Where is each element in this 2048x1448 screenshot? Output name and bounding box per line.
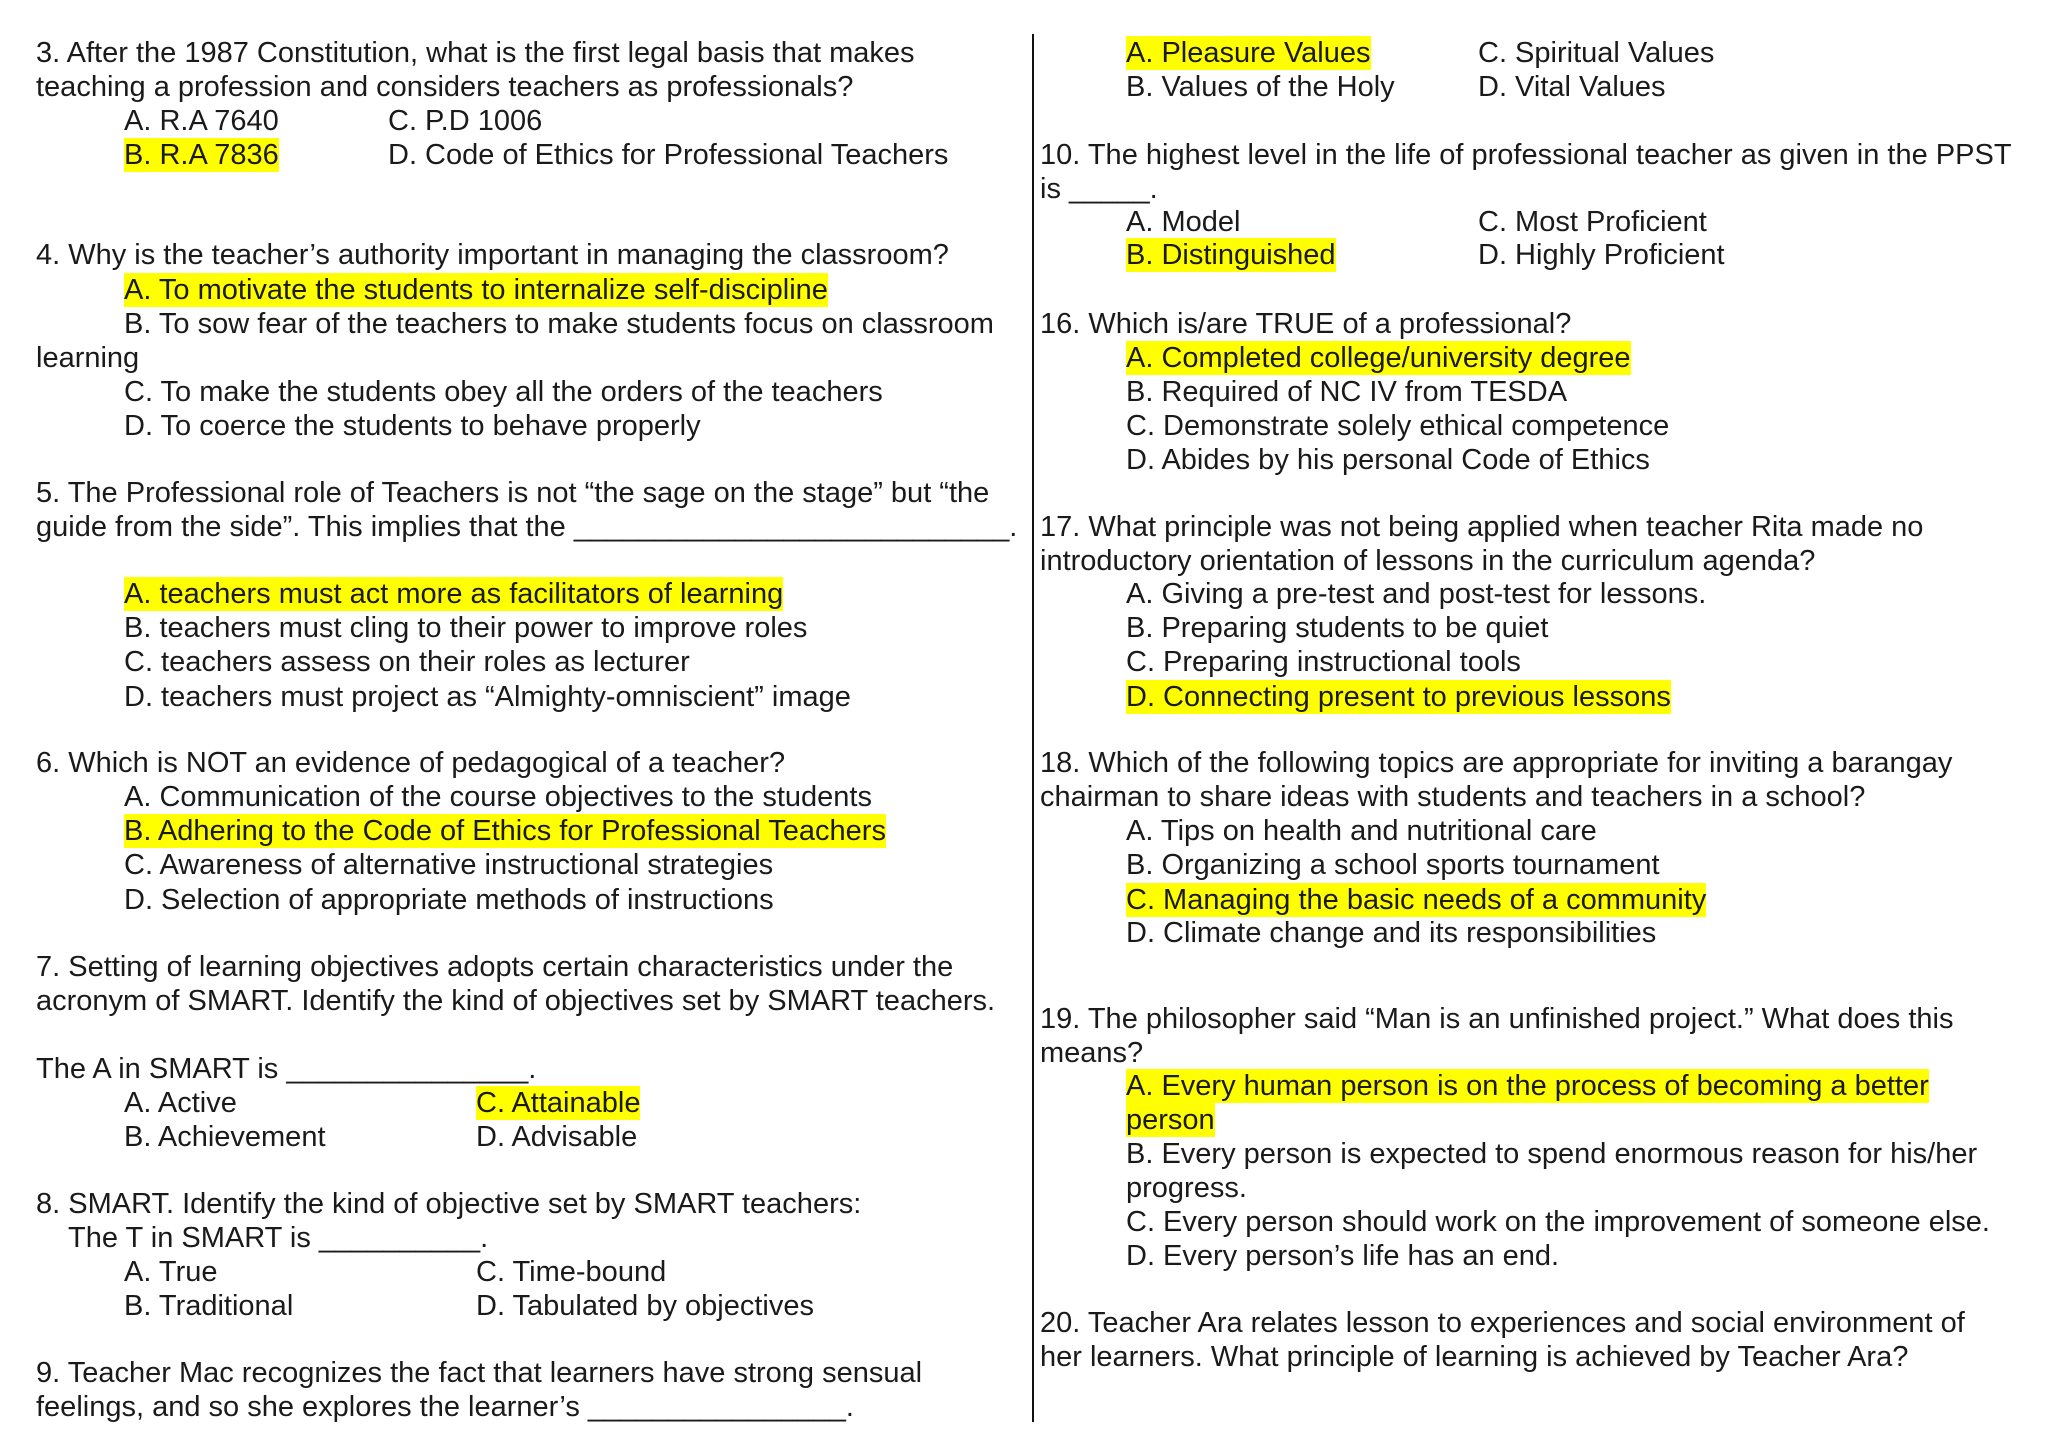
q19-option-d: D. Every person’s life has an end. [1126, 1240, 1560, 1272]
q19-stem-line2: means? [1040, 1037, 1144, 1069]
q3-option-d: D. Code of Ethics for Professional Teachers [388, 139, 949, 171]
q7-stem-line1: 7. Setting of learning objectives adopts certain characteristics under the [36, 951, 954, 983]
q9-option-a-answer: A. Pleasure Values [1126, 37, 1371, 69]
q7-option-d: D. Advisable [476, 1121, 638, 1153]
q9-option-b: B. Values of the Holy [1126, 71, 1395, 103]
q7-stem-line3: The A in SMART is _______________. [36, 1053, 537, 1085]
q10-stem-line1: 10. The highest level in the life of professional teacher as given in the PPST [1040, 139, 2012, 171]
q8-stem-line1: 8. SMART. Identify the kind of objective set by SMART teachers: [36, 1188, 862, 1220]
q17-option-c: C. Preparing instructional tools [1126, 646, 1521, 678]
q18-stem-line1: 18. Which of the following topics are appropriate for inviting a barangay [1040, 747, 1953, 779]
q3-option-a: A. R.A 7640 [124, 105, 279, 137]
q7-option-b: B. Achievement [124, 1121, 326, 1153]
q5-option-b: B. teachers must cling to their power to improve roles [124, 612, 808, 644]
q17-option-d-answer: D. Connecting present to previous lessons [1126, 681, 1671, 713]
q5-option-a-answer: A. teachers must act more as facilitators of learning [124, 578, 784, 610]
q7-stem-line2: acronym of SMART. Identify the kind of objectives set by SMART teachers. [36, 985, 996, 1017]
q9-stem-line2: feelings, and so she explores the learner’s ________________. [36, 1391, 854, 1423]
q9-option-c: C. Spiritual Values [1478, 37, 1715, 69]
q16-option-a-answer: A. Completed college/university degree [1126, 342, 1631, 374]
column-divider [1032, 34, 1034, 1422]
q19-option-b-line2: progress. [1126, 1172, 1247, 1204]
q9-stem-line1: 9. Teacher Mac recognizes the fact that learners have strong sensual [36, 1357, 923, 1389]
q6-option-d: D. Selection of appropriate methods of instructions [124, 884, 774, 916]
q16-option-c: C. Demonstrate solely ethical competence [1126, 410, 1670, 442]
q8-option-b: B. Traditional [124, 1290, 294, 1322]
q5-stem-line1: 5. The Professional role of Teachers is not “the sage on the stage” but “the [36, 477, 990, 509]
q10-option-b-answer: B. Distinguished [1126, 239, 1336, 271]
q18-option-c-answer: C. Managing the basic needs of a community [1126, 884, 1707, 916]
q4-option-a-answer: A. To motivate the students to internalize self-discipline [124, 274, 828, 306]
q17-option-a: A. Giving a pre-test and post-test for lessons. [1126, 578, 1707, 610]
q10-option-c: C. Most Proficient [1478, 206, 1707, 238]
q4-option-b-line1: B. To sow fear of the teachers to make students focus on classroom [124, 308, 994, 340]
q8-option-a: A. True [124, 1256, 218, 1288]
q8-option-d: D. Tabulated by objectives [476, 1290, 815, 1322]
q3-stem-line2: teaching a profession and considers teachers as professionals? [36, 71, 854, 103]
q16-stem: 16. Which is/are TRUE of a professional? [1040, 308, 1572, 340]
q18-option-d: D. Climate change and its responsibilities [1126, 917, 1657, 949]
q10-option-a: A. Model [1126, 206, 1241, 238]
q19-option-a-answer-line1: A. Every human person is on the process of becoming a better [1126, 1070, 1929, 1102]
q19-option-c: C. Every person should work on the improvement of someone else. [1126, 1206, 1990, 1238]
q4-stem: 4. Why is the teacher’s authority important in managing the classroom? [36, 239, 949, 271]
q8-stem-line2: The T in SMART is __________. [68, 1222, 489, 1254]
q3-stem-line1: 3. After the 1987 Constitution, what is the first legal basis that makes [36, 37, 915, 69]
q6-stem: 6. Which is NOT an evidence of pedagogical of a teacher? [36, 747, 786, 779]
q6-option-c: C. Awareness of alternative instructional strategies [124, 849, 774, 881]
q10-stem-line2: is _____. [1040, 173, 1158, 205]
q5-option-c: C. teachers assess on their roles as lecturer [124, 646, 690, 678]
q16-option-d: D. Abides by his personal Code of Ethics [1126, 444, 1650, 476]
q4-option-c: C. To make the students obey all the orders of the teachers [124, 376, 883, 408]
q5-option-d: D. teachers must project as “Almighty-omniscient” image [124, 681, 851, 713]
q20-stem-line1: 20. Teacher Ara relates lesson to experiences and social environment of [1040, 1307, 1965, 1339]
q4-option-d: D. To coerce the students to behave properly [124, 410, 701, 442]
q3-option-c: C. P.D 1006 [388, 105, 543, 137]
q7-option-c-answer: C. Attainable [476, 1087, 641, 1119]
q6-option-a: A. Communication of the course objectives to the students [124, 781, 872, 813]
q5-stem-line2: guide from the side”. This implies that the ___________________________. [36, 511, 1018, 543]
q17-option-b: B. Preparing students to be quiet [1126, 612, 1549, 644]
q19-option-b-line1: B. Every person is expected to spend enormous reason for his/her [1126, 1138, 1978, 1170]
q9-option-d: D. Vital Values [1478, 71, 1666, 103]
q10-option-d: D. Highly Proficient [1478, 239, 1725, 271]
q19-option-a-answer-line2: person [1126, 1104, 1215, 1136]
q6-option-b-answer: B. Adhering to the Code of Ethics for Professional Teachers [124, 815, 886, 847]
q18-option-a: A. Tips on health and nutritional care [1126, 815, 1597, 847]
q20-stem-line2: her learners. What principle of learning is achieved by Teacher Ara? [1040, 1341, 1909, 1373]
q16-option-b: B. Required of NC IV from TESDA [1126, 376, 1568, 408]
q18-stem-line2: chairman to share ideas with students and teachers in a school? [1040, 781, 1866, 813]
q18-option-b: B. Organizing a school sports tournament [1126, 849, 1660, 881]
q17-stem-line2: introductory orientation of lessons in the curriculum agenda? [1040, 545, 1816, 577]
q17-stem-line1: 17. What principle was not being applied when teacher Rita made no [1040, 511, 1924, 543]
q19-stem-line1: 19. The philosopher said “Man is an unfinished project.” What does this [1040, 1003, 1954, 1035]
q8-option-c: C. Time-bound [476, 1256, 667, 1288]
q3-option-b-answer: B. R.A 7836 [124, 139, 279, 171]
q4-option-b-line2: learning [36, 342, 140, 374]
q7-option-a: A. Active [124, 1087, 237, 1119]
